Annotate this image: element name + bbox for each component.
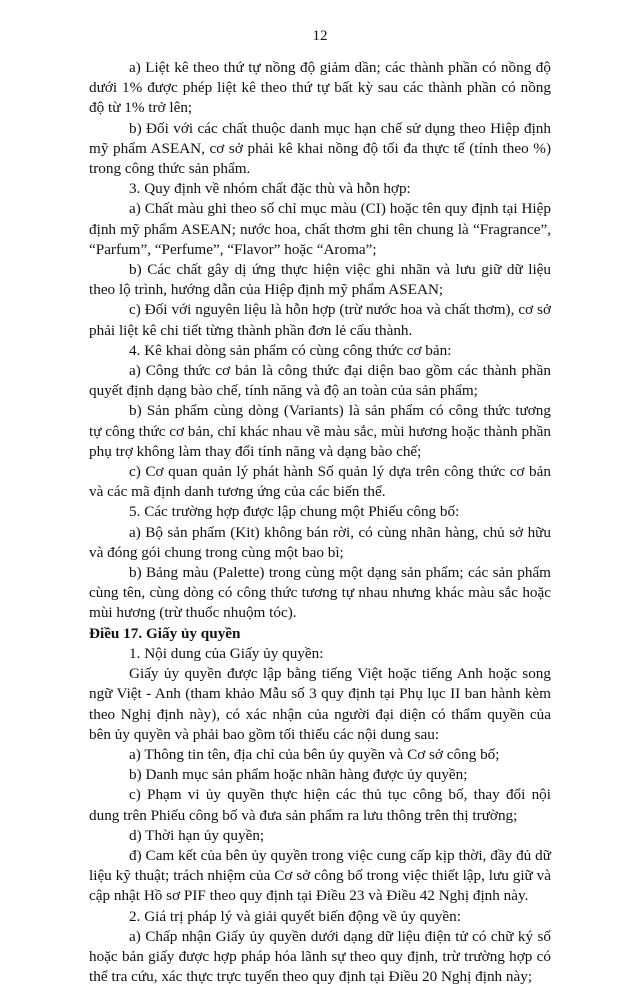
paragraph: b) Danh mục sản phẩm hoặc nhãn hàng được ủy quyền; [129, 766, 468, 784]
paragraph: a) Liệt kê theo thứ tự nồng độ giảm dần; các thành phần có nồng độ dưới 1% được phép liệt kê theo thứ tự bất kỳ sau các thành phần có nồng độ từ 1% trở lên; [89, 59, 551, 117]
paragraph: c) Cơ quan quản lý phát hành Số quản lý dựa trên công thức cơ bản và các mã định danh tương ứng của các biến thể. [89, 463, 551, 501]
paragraph: c) Phạm vi ủy quyền thực hiện các thủ tục công bố, thay đổi nội dung trên Phiếu công bố và đưa sản phẩm ra lưu thông trên thị trường; [89, 786, 551, 824]
paragraph: b) Các chất gây dị ứng thực hiện việc ghi nhãn và lưu giữ dữ liệu theo lộ trình, hướng dẫn của Hiệp định mỹ phẩm ASEAN; [89, 261, 551, 299]
article-heading: Điều 17. Giấy ủy quyền [89, 624, 241, 642]
paragraph: a) Chất màu ghi theo số chỉ mục màu (CI) hoặc tên quy định tại Hiệp định mỹ phẩm ASEAN; nước hoa, chất thơm ghi tên chung là “Fragrance”, “Parfum”, “Perfume”, “Flavor” hoặc “Aroma”; [89, 200, 551, 258]
paragraph: đ) Cam kết của bên ủy quyền trong việc cung cấp kịp thời, đầy đủ dữ liệu kỹ thuật; trách nhiệm của Cơ sở công bố trong việc thiết lập, lưu giữ và cập nhật Hồ sơ PIF theo quy định tại Điều 23 và Điều 42 Nghị định này. [89, 846, 551, 905]
page-number: 12 [312, 28, 328, 44]
paragraph: c) Đối với nguyên liệu là hỗn hợp (trừ nước hoa và chất thơm), cơ sở phải liệt kê chi tiết từng thành phần đơn lẻ cấu thành. [89, 301, 551, 339]
paragraph: b) Đối với các chất thuộc danh mục hạn chế sử dụng theo Hiệp định mỹ phẩm ASEAN, cơ sở phải kê khai nồng độ tối đa thực tế (tính theo %) trong công thức sản phẩm. [89, 119, 551, 178]
paragraph: 1. Nội dung của Giấy ủy quyền: [129, 644, 324, 662]
paragraph: a) Chấp nhận Giấy ủy quyền dưới dạng dữ liệu điện tử có chữ ký số hoặc bản giấy được hợp pháp hóa lãnh sự theo quy định, trừ trường hợp có thể tra cứu, xác thực trực tuyến theo quy định tại Điều 20 Nghị định này; [89, 927, 551, 986]
document-body [89, 58, 551, 987]
paragraph: 5. Các trường hợp được lập chung một Phiếu công bố: [129, 503, 460, 521]
paragraph: 4. Kê khai dòng sản phẩm có cùng công thức cơ bản: [129, 341, 452, 359]
paragraph: a) Công thức cơ bản là công thức đại diện bao gồm các thành phần quyết định dạng bào chế, tính năng và độ an toàn của sản phẩm; [89, 362, 551, 400]
paragraph: a) Thông tin tên, địa chỉ của bên ủy quyền và Cơ sở công bố; [129, 745, 500, 763]
paragraph: 2. Giá trị pháp lý và giải quyết biến động về ủy quyền: [129, 907, 461, 925]
paragraph: a) Bộ sản phẩm (Kit) không bán rời, có cùng nhãn hàng, chủ sở hữu và đóng gói chung trong cùng một bao bì; [89, 523, 551, 561]
paragraph: 3. Quy định về nhóm chất đặc thù và hỗn hợp: [129, 180, 411, 198]
paragraph: b) Bảng màu (Palette) trong cùng một dạng sản phẩm; các sản phẩm cùng tên, cùng dòng có công thức tương tự nhau nhưng khác màu sắc hoặc mùi hương (trừ thuốc nhuộm tóc). [89, 564, 551, 622]
paragraph: Giấy ủy quyền được lập bằng tiếng Việt hoặc tiếng Anh hoặc song ngữ Việt - Anh (tham khảo Mẫu số 3 quy định tại Phụ lục II ban hành kèm theo Nghị định này), có xác nhận của người đại diện có thẩm quyền của bên ủy quyền và phải bao gồm tối thiểu các nội dung sau: [89, 665, 551, 743]
paragraph: d) Thời hạn ủy quyền; [129, 826, 265, 844]
paragraph: b) Sản phẩm cùng dòng (Variants) là sản phẩm có công thức tương tự công thức cơ bản, chỉ khác nhau về màu sắc, mùi hương hoặc thành phần phụ trợ không làm thay đổi tính năng và dạng bào chế; [89, 402, 551, 460]
